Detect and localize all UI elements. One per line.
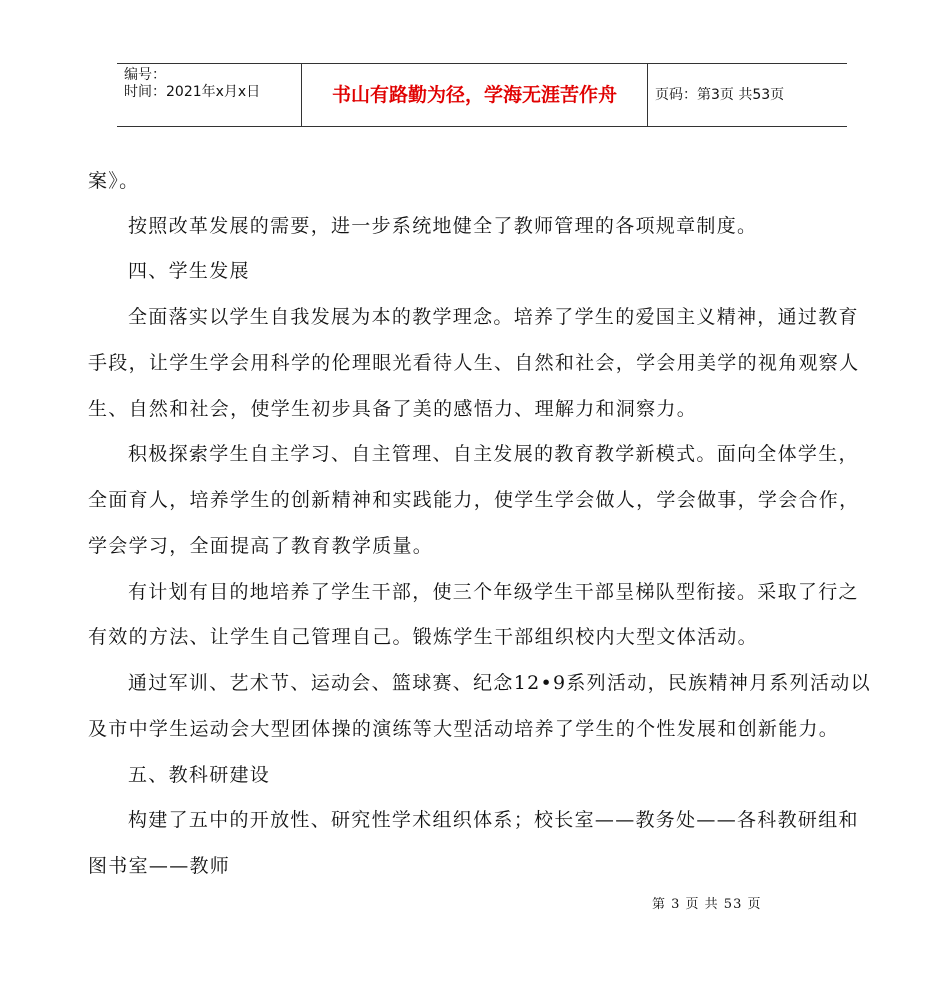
header-meta-cell: [117, 64, 302, 126]
footer-page-number: 第 3 页 共 53 页: [652, 897, 762, 912]
body-line: 全面落实以学生自我发展为本的教学理念。培养了学生的爱国主义精神，通过教育: [128, 306, 859, 328]
header-motto-cell: [302, 64, 648, 126]
header-page-number: 页码：第3页 共53页: [655, 87, 785, 103]
body-line: 及市中学生运动会大型团体操的演练等大型活动培养了学生的个性发展和创新能力。: [88, 718, 840, 740]
document-header: [117, 63, 847, 127]
header-page-cell: [648, 64, 847, 126]
body-line: 积极探索学生自主学习、自主管理、自主发展的教育教学新模式。面向全体学生，: [128, 443, 859, 465]
header-motto: 书山有路勤为径，学海无涯苦作舟: [331, 84, 617, 106]
document-number-label: 编号：: [124, 67, 166, 83]
body-line: 生、自然和社会，使学生初步具备了美的感悟力、理解力和洞察力。: [88, 398, 698, 420]
body-line: 图书室——教师: [88, 855, 231, 877]
body-line: 手段，让学生学会用科学的伦理眼光看待人生、自然和社会，学会用美学的视角观察人: [88, 352, 860, 374]
body-line: 案》。: [88, 170, 140, 192]
body-line: 有计划有目的地培养了学生干部，使三个年级学生干部呈梯队型衔接。采取了行之: [128, 581, 859, 603]
body-line: 全面育人，培养学生的创新精神和实践能力，使学生学会做人，学会做事，学会合作，: [88, 489, 860, 511]
body-line: 有效的方法、让学生自己管理自己。锻炼学生干部组织校内大型文体活动。: [88, 626, 758, 648]
body-line: 按照改革发展的需要，进一步系统地健全了教师管理的各项规章制度。: [128, 215, 758, 237]
body-line: 通过军训、艺术节、运动会、篮球赛、纪念12•9系列活动，民族精神月系列活动以: [128, 672, 871, 694]
body-line: 学会学习，全面提高了教育教学质量。: [88, 535, 434, 557]
document-date-label: 时间：2021年x月x日: [124, 84, 261, 100]
section-heading: 五、教科研建设: [128, 764, 271, 786]
body-line: 构建了五中的开放性、研究性学术组织体系；校长室——教务处——各科教研组和: [128, 809, 859, 831]
section-heading: 四、学生发展: [128, 260, 250, 282]
